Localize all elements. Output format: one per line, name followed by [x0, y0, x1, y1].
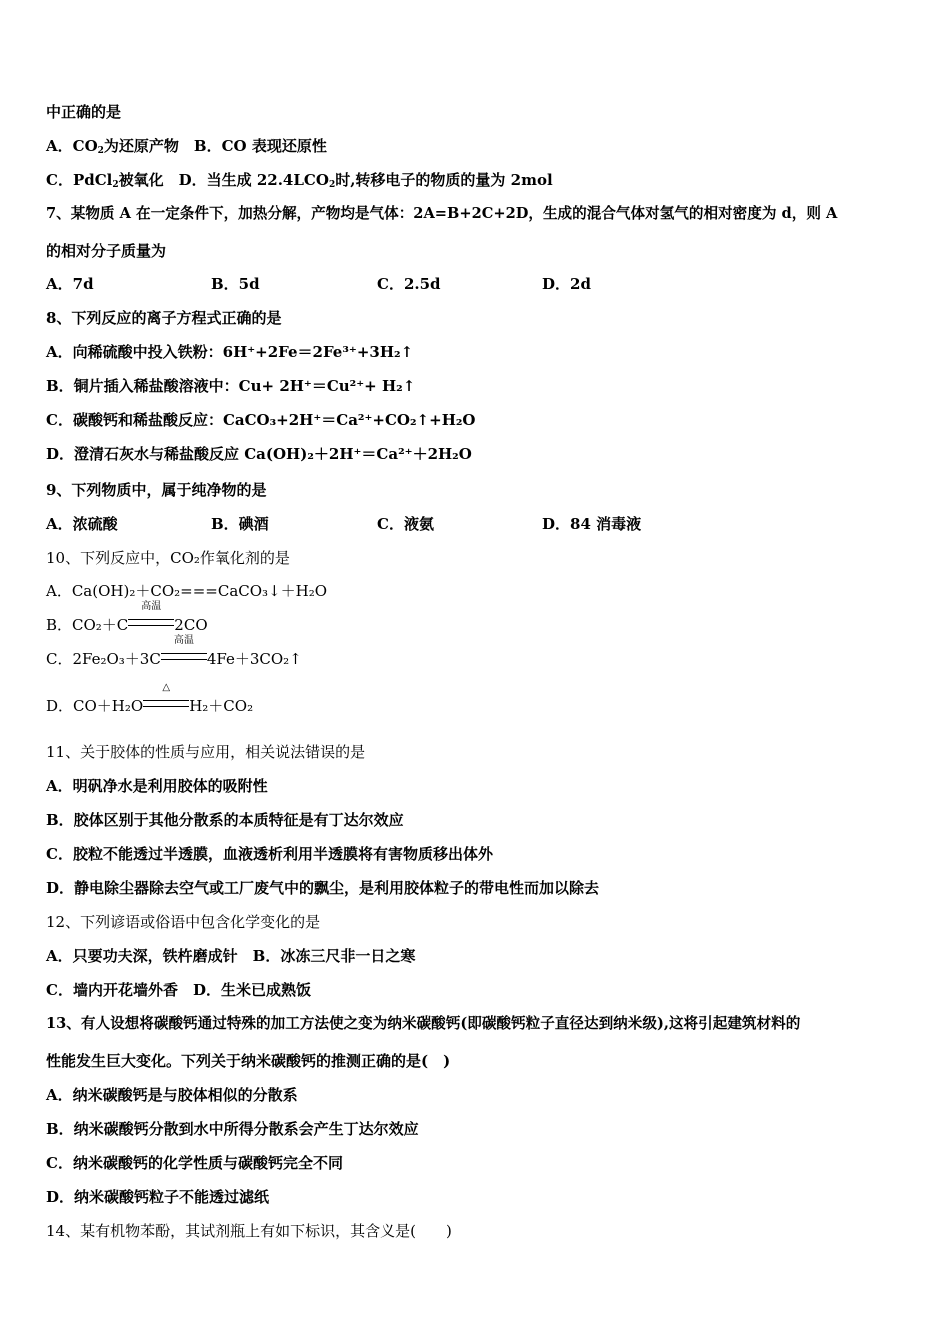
q9-option-b: B．碘酒 [211, 515, 269, 533]
q6-option-c-prefix: C．PdCl [46, 171, 113, 189]
q11-option-d: D．静电除尘器除去空气或工厂废气中的飘尘，是利用胶体粒子的带电性而加以除去 [46, 879, 600, 897]
q12-options-cd: C．墙内开花墙外香 D．生米已成熟饭 [46, 981, 311, 999]
equals-arrow [128, 619, 174, 626]
q6-option-a-rest: 为还原产物 B．CO 表现还原性 [103, 137, 327, 155]
subscript: 2 [97, 146, 104, 156]
q7-option-a: A．7d [46, 275, 94, 293]
subscript: 2 [328, 180, 336, 190]
q7-stem: 7、某物质 A 在一定条件下，加热分解，产物均是气体：2A=B+2C+2D，生成的混合气体对氢气的相对密度为 d，则 A [46, 205, 838, 222]
heat-condition [143, 682, 189, 716]
q6-option-a-prefix: A．CO [46, 137, 98, 155]
q14-stem: 14、某有机物苯酚，其试剂瓶上有如下标识，其含义是( ) [46, 1222, 452, 1240]
q7-option-b: B．5d [211, 275, 260, 293]
condition-label: 高温 [173, 635, 194, 646]
equals-arrow [161, 653, 207, 660]
q10-option-b-right: 2CO [174, 616, 208, 634]
q10-option-a: A．Ca(OH)₂＋CO₂===CaCO₃↓＋H₂O [46, 582, 328, 600]
high-temp-condition [161, 635, 207, 669]
q8-option-b: B．铜片插入稀盐酸溶液中：Cu+ 2H⁺＝Cu²⁺+ H₂↑ [46, 377, 416, 395]
condition-label: △ [162, 682, 171, 693]
high-temp-condition [128, 601, 174, 635]
q11-stem: 11、关于胶体的性质与应用，相关说法错误的是 [46, 743, 366, 761]
q10-option-c-left: C．2Fe₂O₃＋3C [46, 650, 161, 668]
q13-option-c: C．纳米碳酸钙的化学性质与碳酸钙完全不同 [46, 1154, 343, 1172]
q13-option-b: B．纳米碳酸钙分散到水中所得分散系会产生丁达尔效应 [46, 1120, 419, 1138]
q6-option-d-rest: 时,转移电子的物质的量为 2mol [335, 171, 553, 189]
q8-option-d: D．澄清石灰水与稀盐酸反应 Ca(OH)₂＋2H⁺＝Ca²⁺＋2H₂O [46, 445, 472, 463]
q10-option-d-left: D．CO＋H₂O [46, 697, 144, 715]
q13-option-a: A．纳米碳酸钙是与胶体相似的分散系 [46, 1086, 298, 1104]
q6-options-cd [46, 170, 553, 190]
condition-label: 高温 [141, 601, 162, 612]
q10-stem: 10、下列反应中，CO₂作氧化剂的是 [46, 549, 290, 567]
q8-option-a: A．向稀硫酸中投入铁粉：6H⁺+2Fe＝2Fe³⁺+3H₂↑ [46, 343, 414, 361]
q7-option-d: D．2d [542, 275, 591, 293]
q9-option-a: A．浓硫酸 [46, 515, 118, 533]
q10-option-c-right: 4Fe＋3CO₂↑ [206, 650, 302, 668]
q13-stem-cont: 性能发生巨大变化。下列关于纳米碳酸钙的推测正确的是( ) [46, 1052, 451, 1070]
q7-option-c: C．2.5d [377, 275, 441, 293]
q11-option-c: C．胶粒不能透过半透膜，血液透析利用半透膜将有害物质移出体外 [46, 845, 493, 863]
q9-option-c: C．液氨 [377, 515, 434, 533]
q11-option-b: B．胶体区别于其他分散系的本质特征是有丁达尔效应 [46, 811, 404, 829]
q8-stem: 8、下列反应的离子方程式正确的是 [46, 309, 282, 327]
q9-option-d: D．84 消毒液 [542, 515, 642, 533]
q10-option-b-left: B．CO₂＋C [46, 616, 129, 634]
q7-stem-cont: 的相对分子质量为 [46, 242, 167, 260]
q10-option-d-right: H₂＋CO₂ [189, 697, 254, 715]
equals-arrow [143, 700, 189, 707]
q10-option-c [46, 635, 302, 669]
q13-option-d: D．纳米碳酸钙粒子不能透过滤纸 [46, 1188, 270, 1206]
q6-options-ab [46, 136, 327, 156]
q6-stem-tail: 中正确的是 [46, 103, 122, 121]
subscript: 2 [112, 180, 119, 190]
q8-option-c: C．碳酸钙和稀盐酸反应：CaCO₃+2H⁺＝Ca²⁺+CO₂↑+H₂O [46, 411, 476, 429]
q12-stem: 12、下列谚语或俗语中包含化学变化的是 [46, 913, 321, 931]
q12-options-ab: A．只要功夫深，铁杵磨成针 B．冰冻三尺非一日之寒 [46, 947, 416, 965]
q13-stem: 13、有人设想将碳酸钙通过特殊的加工方法使之变为纳米碳酸钙(即碳酸钙粒子直径达到纳米级),这将引起建筑材料的 [46, 1015, 801, 1032]
q10-option-b [46, 601, 208, 635]
q11-option-a: A．明矾净水是利用胶体的吸附性 [46, 777, 268, 795]
q9-stem: 9、下列物质中，属于纯净物的是 [46, 481, 267, 499]
q6-option-c-rest: 被氧化 D．当生成 22.4LCO [118, 171, 329, 189]
q10-option-d [46, 682, 254, 716]
